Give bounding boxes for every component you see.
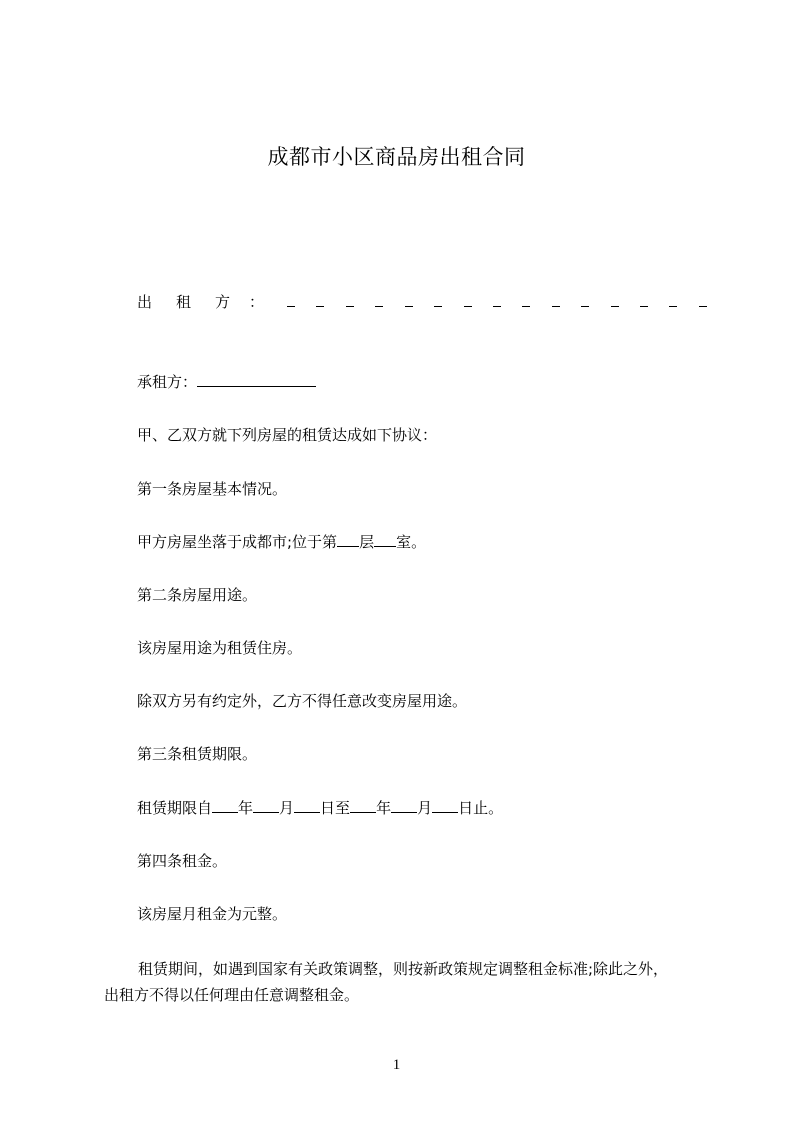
article-4-title: 第四条租金。 — [137, 852, 228, 870]
article-3-text-part: 年 — [376, 799, 392, 817]
room-blank — [374, 532, 396, 547]
lessor-blank-dash — [493, 306, 501, 307]
lessor-blank-line — [287, 290, 707, 314]
article-3-text-part: 日止。 — [458, 799, 504, 817]
lessor-blank-dash — [611, 306, 619, 307]
lessor-label-char: 出 — [137, 293, 153, 311]
article-1-title: 第一条房屋基本情况。 — [137, 480, 288, 498]
lessor-blank-dash — [552, 306, 560, 307]
lessor-blank-dash — [346, 306, 354, 307]
intro-paragraph: 甲、乙双方就下列房屋的租赁达成如下协议： — [137, 426, 438, 444]
lessor-field — [137, 290, 707, 314]
lessor-label-char: ： — [249, 293, 265, 311]
article-3-text-part: 年 — [238, 799, 254, 817]
lessee-label: 承租方： — [137, 373, 198, 391]
lessor-blank-dash — [699, 306, 707, 307]
article-2-title: 第二条房屋用途。 — [137, 586, 258, 604]
start-year-blank — [212, 798, 238, 813]
article-3-text-part: 月 — [279, 799, 295, 817]
article-1-text-part: 层 — [359, 533, 375, 551]
floor-blank — [337, 532, 359, 547]
lessor-blank-dash — [464, 306, 472, 307]
article-3-text-part: 租赁期限自 — [137, 799, 213, 817]
start-month-blank — [253, 798, 279, 813]
lessor-blank-dash — [522, 306, 530, 307]
document-title: 成都市小区商品房出租合同 — [267, 145, 526, 169]
lessor-label-char: 方 — [215, 293, 231, 311]
end-year-blank — [350, 798, 376, 813]
lessor-blank-dash — [375, 306, 383, 307]
article-3-text-part: 月 — [417, 799, 433, 817]
article-3-title: 第三条租赁期限。 — [137, 745, 258, 763]
start-day-blank — [294, 798, 320, 813]
lessor-blank-dash — [434, 306, 442, 307]
article-4-text-2-line: 租赁期间，如遇到国家有关政策调整，则按新政策规定调整租金标准;除此之外， — [138, 960, 669, 978]
lessee-blank — [197, 372, 316, 387]
article-3-text-part: 日至 — [320, 799, 351, 817]
article-3-text — [137, 796, 503, 820]
article-1-text-part: 室。 — [396, 533, 427, 551]
lessor-blank-dash — [669, 306, 677, 307]
lessee-field — [137, 370, 316, 394]
article-4-text-2 — [104, 956, 704, 1008]
page-number: 1 — [392, 1057, 401, 1073]
lessor-blank-dash — [316, 306, 324, 307]
end-day-blank — [432, 798, 458, 813]
lessor-blank-dash — [640, 306, 648, 307]
article-4-text-1: 该房屋月租金为元整。 — [137, 905, 288, 923]
end-month-blank — [391, 798, 417, 813]
lessor-label-char: 租 — [176, 293, 192, 311]
lessor-blank-dash — [581, 306, 589, 307]
lessor-blank-dash — [405, 306, 413, 307]
article-4-text-2-line: 出租方不得以任何理由任意调整租金。 — [104, 986, 360, 1004]
article-2-text-1: 该房屋用途为租赁住房。 — [137, 639, 303, 657]
article-2-text-2: 除双方另有约定外，乙方不得任意改变房屋用途。 — [137, 692, 468, 710]
lessor-blank-dash — [287, 306, 295, 307]
article-1-text-part: 甲方房屋坐落于成都市;位于第 — [137, 533, 338, 551]
article-1-text — [137, 530, 426, 554]
